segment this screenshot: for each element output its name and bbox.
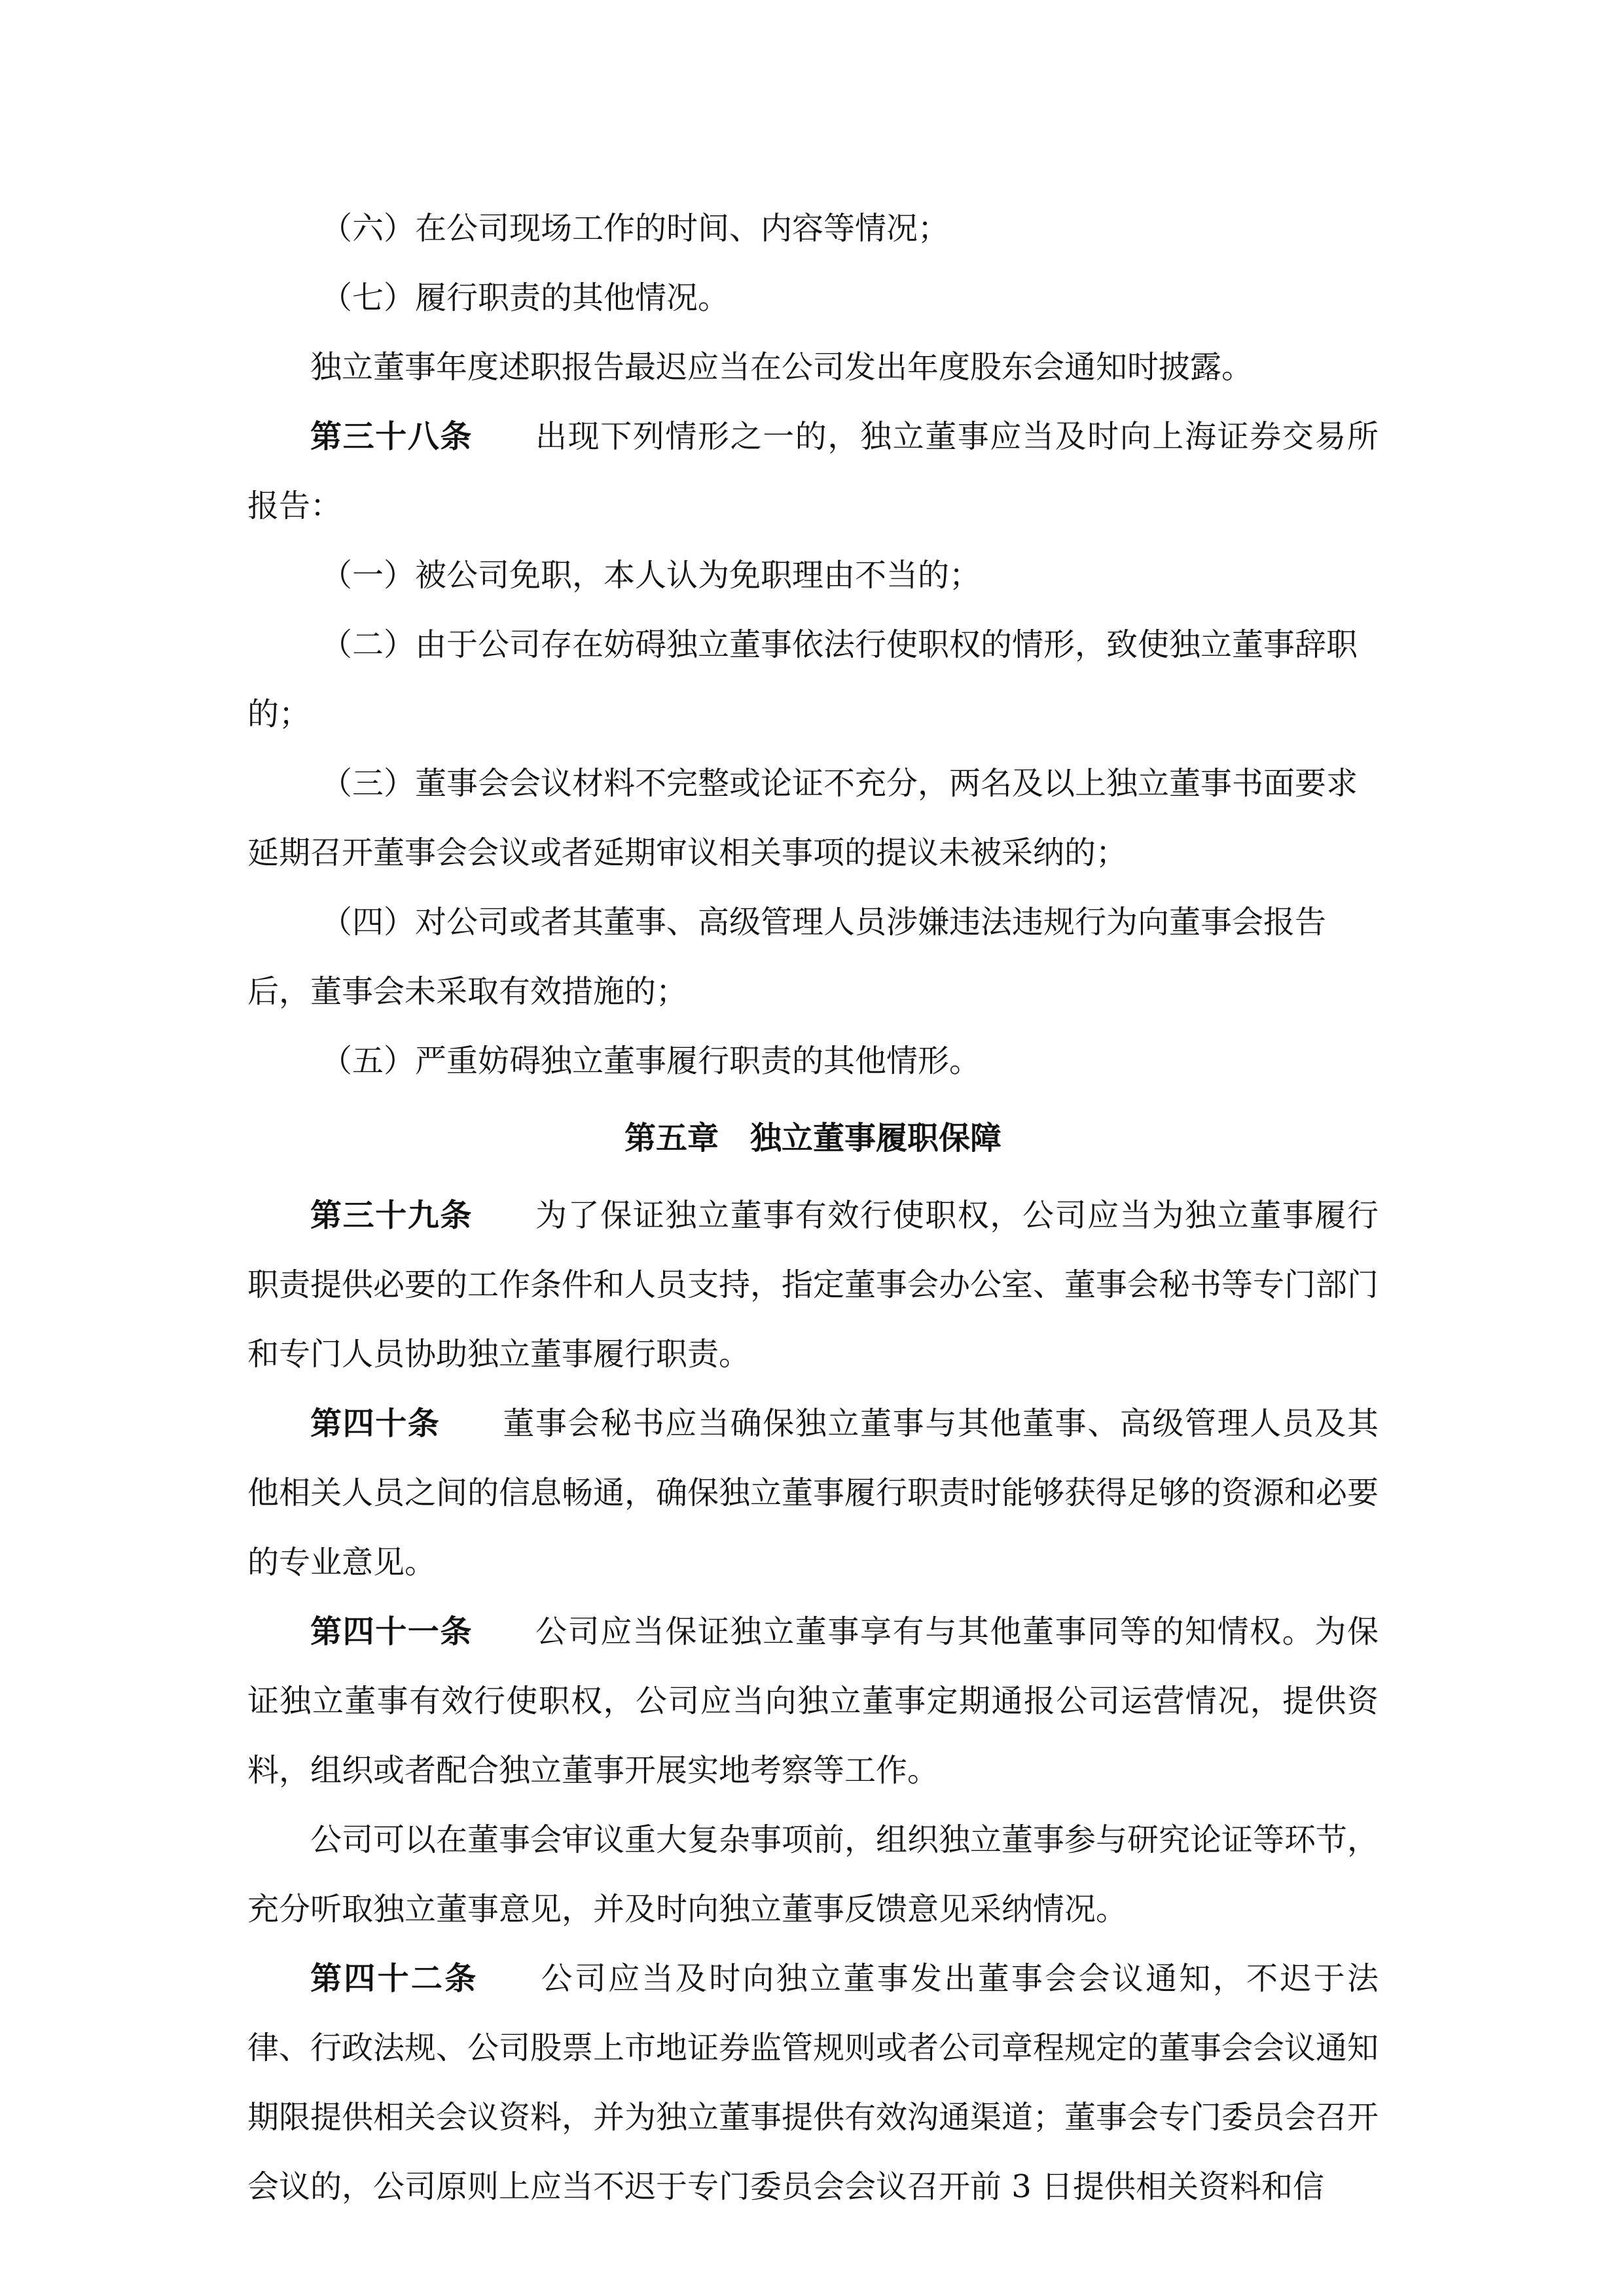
article-label: 第四十二条 — [310, 1960, 478, 1997]
article-text: 为了保证独立董事有效行使职权，公司应当为独立董事履行职责提供必要的工作条件和人员支持，指定董事会办公室、董事会秘书等专门部门和专门人员协助独立董事履行职责。 — [247, 1197, 1379, 1372]
clause-item: （三）董事会会议材料不完整或论证不充分，两名及以上独立董事书面要求延期召开董事会会议或者延期审议相关事项的提议未被采纳的； — [247, 765, 1358, 871]
article-label: 第四十条 — [310, 1405, 441, 1442]
article-40 — [247, 1389, 1379, 1597]
paragraph: 独立董事年度述职报告最迟应当在公司发出年度股东会通知时披露。 — [310, 349, 1254, 386]
chapter-title: 独立董事履职保障 — [750, 1120, 1002, 1157]
clause-item: （二）由于公司存在妨碍独立董事依法行使职权的情形，致使独立董事辞职的； — [247, 626, 1358, 732]
article-text: 公司应当保证独立董事享有与其他董事同等的知情权。为保证独立董事有效行使职权，公司应当向独立董事定期通报公司运营情况，提供资料，组织或者配合独立董事开展实地考察等工作。 — [247, 1613, 1379, 1789]
article-text: 公司应当及时向独立董事发出董事会会议通知，不迟于法律、行政法规、公司股票上市地证券监管规则或者公司章程规定的董事会会议通知期限提供相关会议资料，并为独立董事提供有效沟通渠道；董事会专门委员会召开会议的，公司原则上应当不迟于专门委员会会议召开前 3 日提供相关资料和信 — [247, 1960, 1379, 2205]
article-label: 第三十八条 — [310, 418, 473, 455]
clause-item: （一）被公司免职，本人认为免职理由不当的； — [321, 557, 981, 594]
clause-item: （五）严重妨碍独立董事履行职责的其他情形。 — [321, 1043, 981, 1079]
article-text: 出现下列情形之一的，独立董事应当及时向上海证券交易所报告： — [247, 418, 1379, 524]
clause-item: （六）在公司现场工作的时间、内容等情况； — [321, 210, 950, 247]
article-text: 董事会秘书应当确保独立董事与其他董事、高级管理人员及其他相关人员之间的信息畅通，确保独立董事履行职责时能够获得足够的资源和必要的专业意见。 — [247, 1405, 1379, 1581]
article-label: 第四十一条 — [310, 1613, 473, 1650]
chapter-number: 第五章 — [624, 1120, 719, 1157]
document-body — [247, 194, 1379, 2221]
article-42 — [247, 1944, 1379, 2221]
article-41 — [247, 1597, 1379, 1805]
chapter-heading — [247, 1103, 1379, 1173]
clause-item: （四）对公司或者其董事、高级管理人员涉嫌违法违规行为向董事会报告后，董事会未采取有效措施的； — [247, 904, 1327, 1010]
article-38 — [247, 402, 1379, 541]
clause-item: （七）履行职责的其他情况。 — [321, 279, 730, 316]
paragraph: 公司可以在董事会审议重大复杂事项前，组织独立董事参与研究论证等环节，充分听取独立董事意见，并及时向独立董事反馈意见采纳情况。 — [247, 1821, 1379, 1928]
article-label: 第三十九条 — [310, 1197, 473, 1234]
article-39 — [247, 1181, 1379, 1389]
